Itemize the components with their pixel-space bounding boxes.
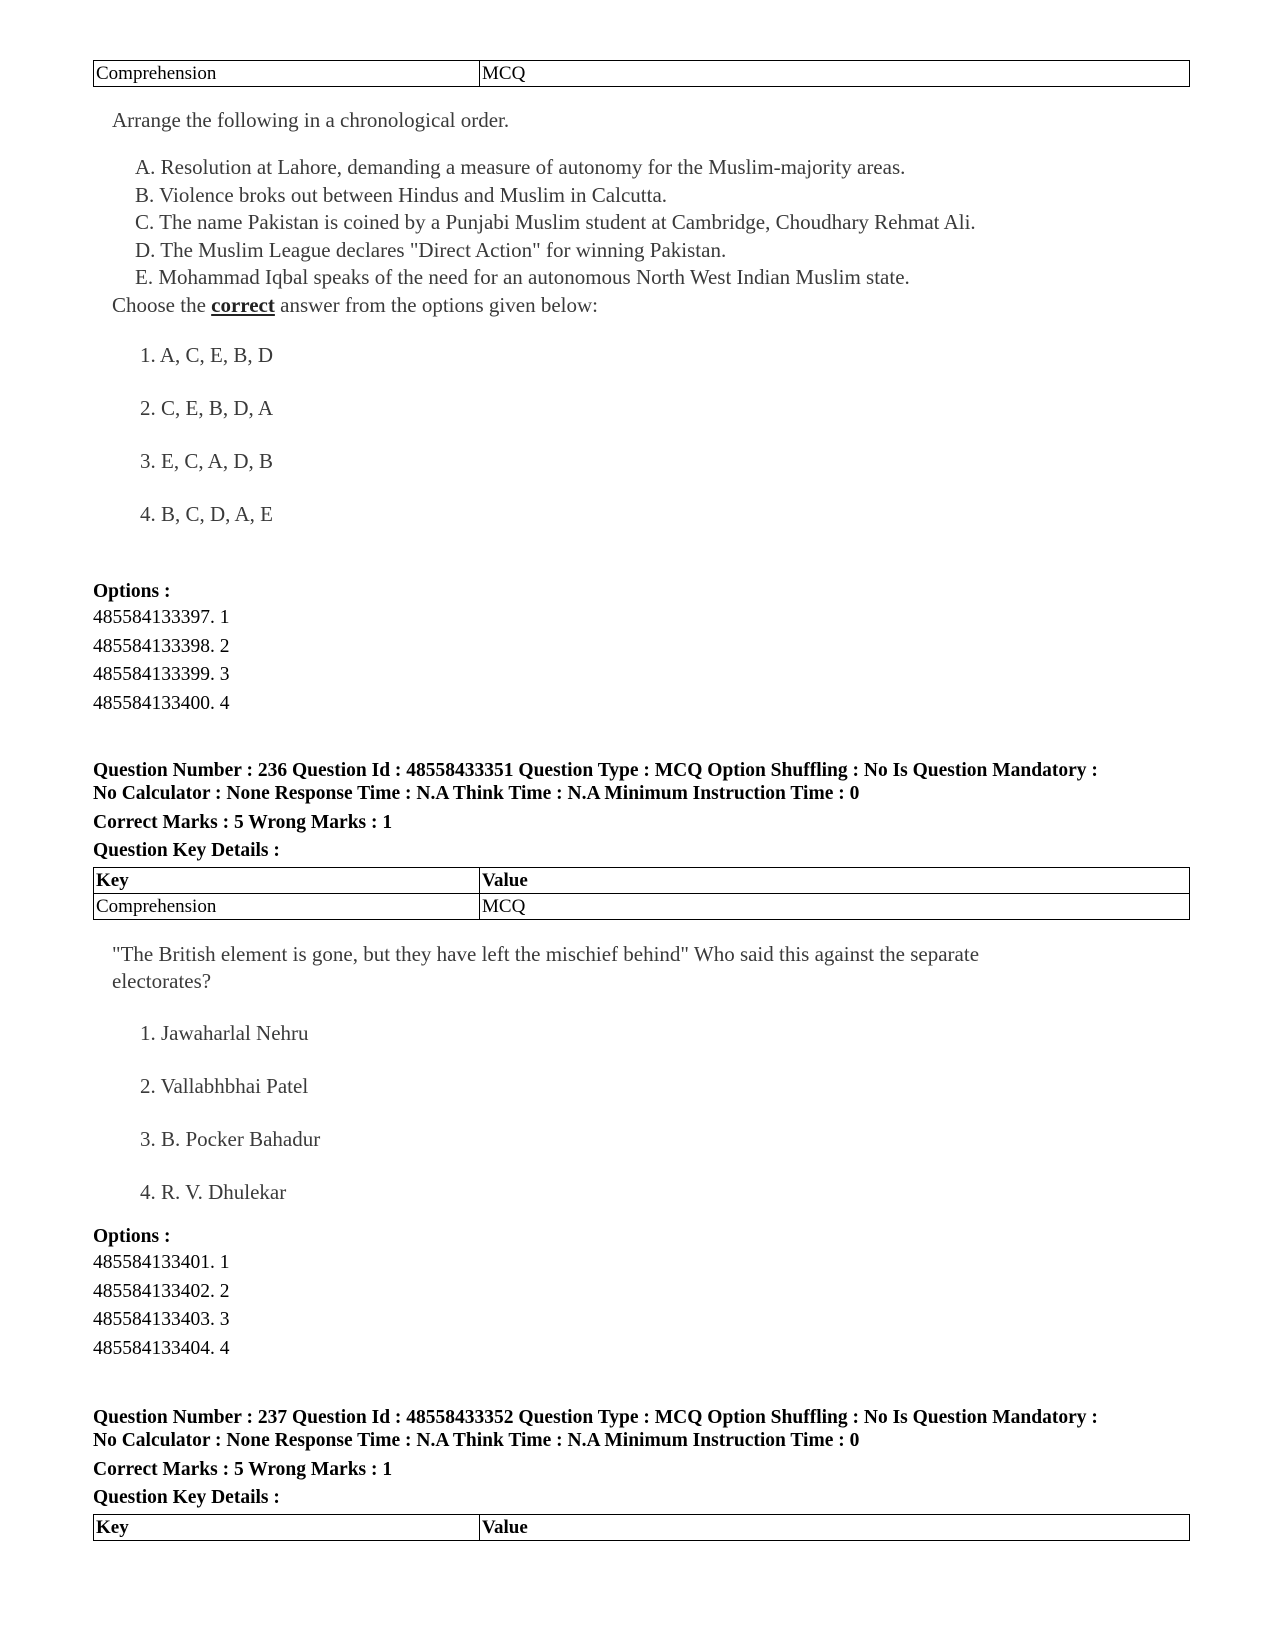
table-cell-key: Comprehension (94, 61, 480, 87)
q237-metadata (93, 1406, 1203, 1452)
q237-key-details-label: Question Key Details : (93, 1487, 280, 1508)
question-stem: "The British element is gone, but they have left the mischief behind" Who said this against the separate electorates? (112, 942, 980, 993)
statement-item: D. The Muslim League declares "Direct Action" for winning Pakistan. (135, 237, 727, 262)
table-header-key: Key (94, 868, 480, 894)
table-header-row (94, 868, 1190, 894)
q236-key-table (93, 867, 1190, 920)
answer-item: 4. B, C, D, A, E (140, 501, 274, 526)
meta-line: No Calculator : None Response Time : N.A Think Time : N.A Minimum Instruction Time : 0 (93, 783, 860, 804)
answer-item: 3. B. Pocker Bahadur (140, 1127, 321, 1151)
answer-item: 1. A, C, E, B, D (140, 342, 274, 367)
answer-item: 1. Jawaharlal Nehru (140, 1021, 309, 1045)
table-row (94, 894, 1190, 920)
choose-emphasis: correct (211, 292, 275, 317)
statement-list (135, 154, 1112, 292)
statement-item: A. Resolution at Lahore, demanding a measure of autonomy for the Muslim-majority areas. (135, 155, 906, 179)
q236-question-body (112, 941, 1082, 1219)
option-id-list (93, 1249, 230, 1363)
meta-line: Question Number : 236 Question Id : 48558433351 Question Type : MCQ Option Shuffling : No Is Question Mandatory : (93, 760, 1098, 781)
q235-question-body (112, 107, 1112, 541)
option-id-item: 485584133402. 2 (93, 1280, 230, 1302)
table-cell-value: MCQ (480, 61, 1190, 87)
table-header-value: Value (480, 868, 1190, 894)
q237-marks: Correct Marks : 5 Wrong Marks : 1 (93, 1459, 393, 1480)
option-id-item: 485584133397. 1 (93, 607, 230, 628)
meta-line: Question Number : 237 Question Id : 48558433352 Question Type : MCQ Option Shuffling : No Is Question Mandatory : (93, 1407, 1098, 1428)
table-row (94, 61, 1190, 87)
meta-line: No Calculator : None Response Time : N.A Think Time : N.A Minimum Instruction Time : 0 (93, 1430, 860, 1451)
q236-key-details-label: Question Key Details : (93, 840, 280, 861)
table-header-value: Value (480, 1515, 1190, 1541)
answer-item: 4. R. V. Dhulekar (140, 1180, 287, 1204)
answer-item: 2. C, E, B, D, A (140, 395, 274, 420)
answer-item: 2. Vallabhbhai Patel (140, 1074, 309, 1098)
option-id-item: 485584133398. 2 (93, 635, 230, 657)
options-label: Options : (93, 581, 171, 602)
option-id-list (93, 604, 230, 718)
option-id-item: 485584133399. 3 (93, 664, 230, 685)
statement-item: C. The name Pakistan is coined by a Punjabi Muslim student at Cambridge, Choudhary Rehmat Ali. (135, 210, 976, 234)
answer-item: 3. E, C, A, D, B (140, 448, 274, 473)
choose-instruction (112, 292, 1112, 319)
options-label: Options : (93, 1226, 171, 1247)
choose-prefix: Choose the (112, 292, 212, 317)
table-header-row (94, 1515, 1190, 1541)
statement-item: B. Violence broks out between Hindus and Muslim in Calcutta. (135, 182, 668, 207)
statement-item: E. Mohammad Iqbal speaks of the need for an autonomous North West Indian Muslim state. (135, 265, 910, 289)
option-id-item: 485584133404. 4 (93, 1337, 230, 1359)
answer-list (140, 329, 1112, 541)
q237-key-table (93, 1514, 1190, 1541)
table-header-key: Key (94, 1515, 480, 1541)
question-stem: Arrange the following in a chronological order. (112, 108, 510, 132)
option-id-item: 485584133401. 1 (93, 1252, 230, 1273)
q236-marks: Correct Marks : 5 Wrong Marks : 1 (93, 812, 393, 833)
q235-key-table (93, 60, 1190, 87)
choose-suffix: answer from the options given below: (274, 292, 598, 317)
table-cell-key: Comprehension (94, 894, 480, 920)
option-id-item: 485584133400. 4 (93, 692, 230, 714)
answer-list (140, 1007, 1082, 1219)
q236-metadata (93, 759, 1203, 805)
option-id-item: 485584133403. 3 (93, 1309, 230, 1330)
table-cell-value: MCQ (480, 894, 1190, 920)
